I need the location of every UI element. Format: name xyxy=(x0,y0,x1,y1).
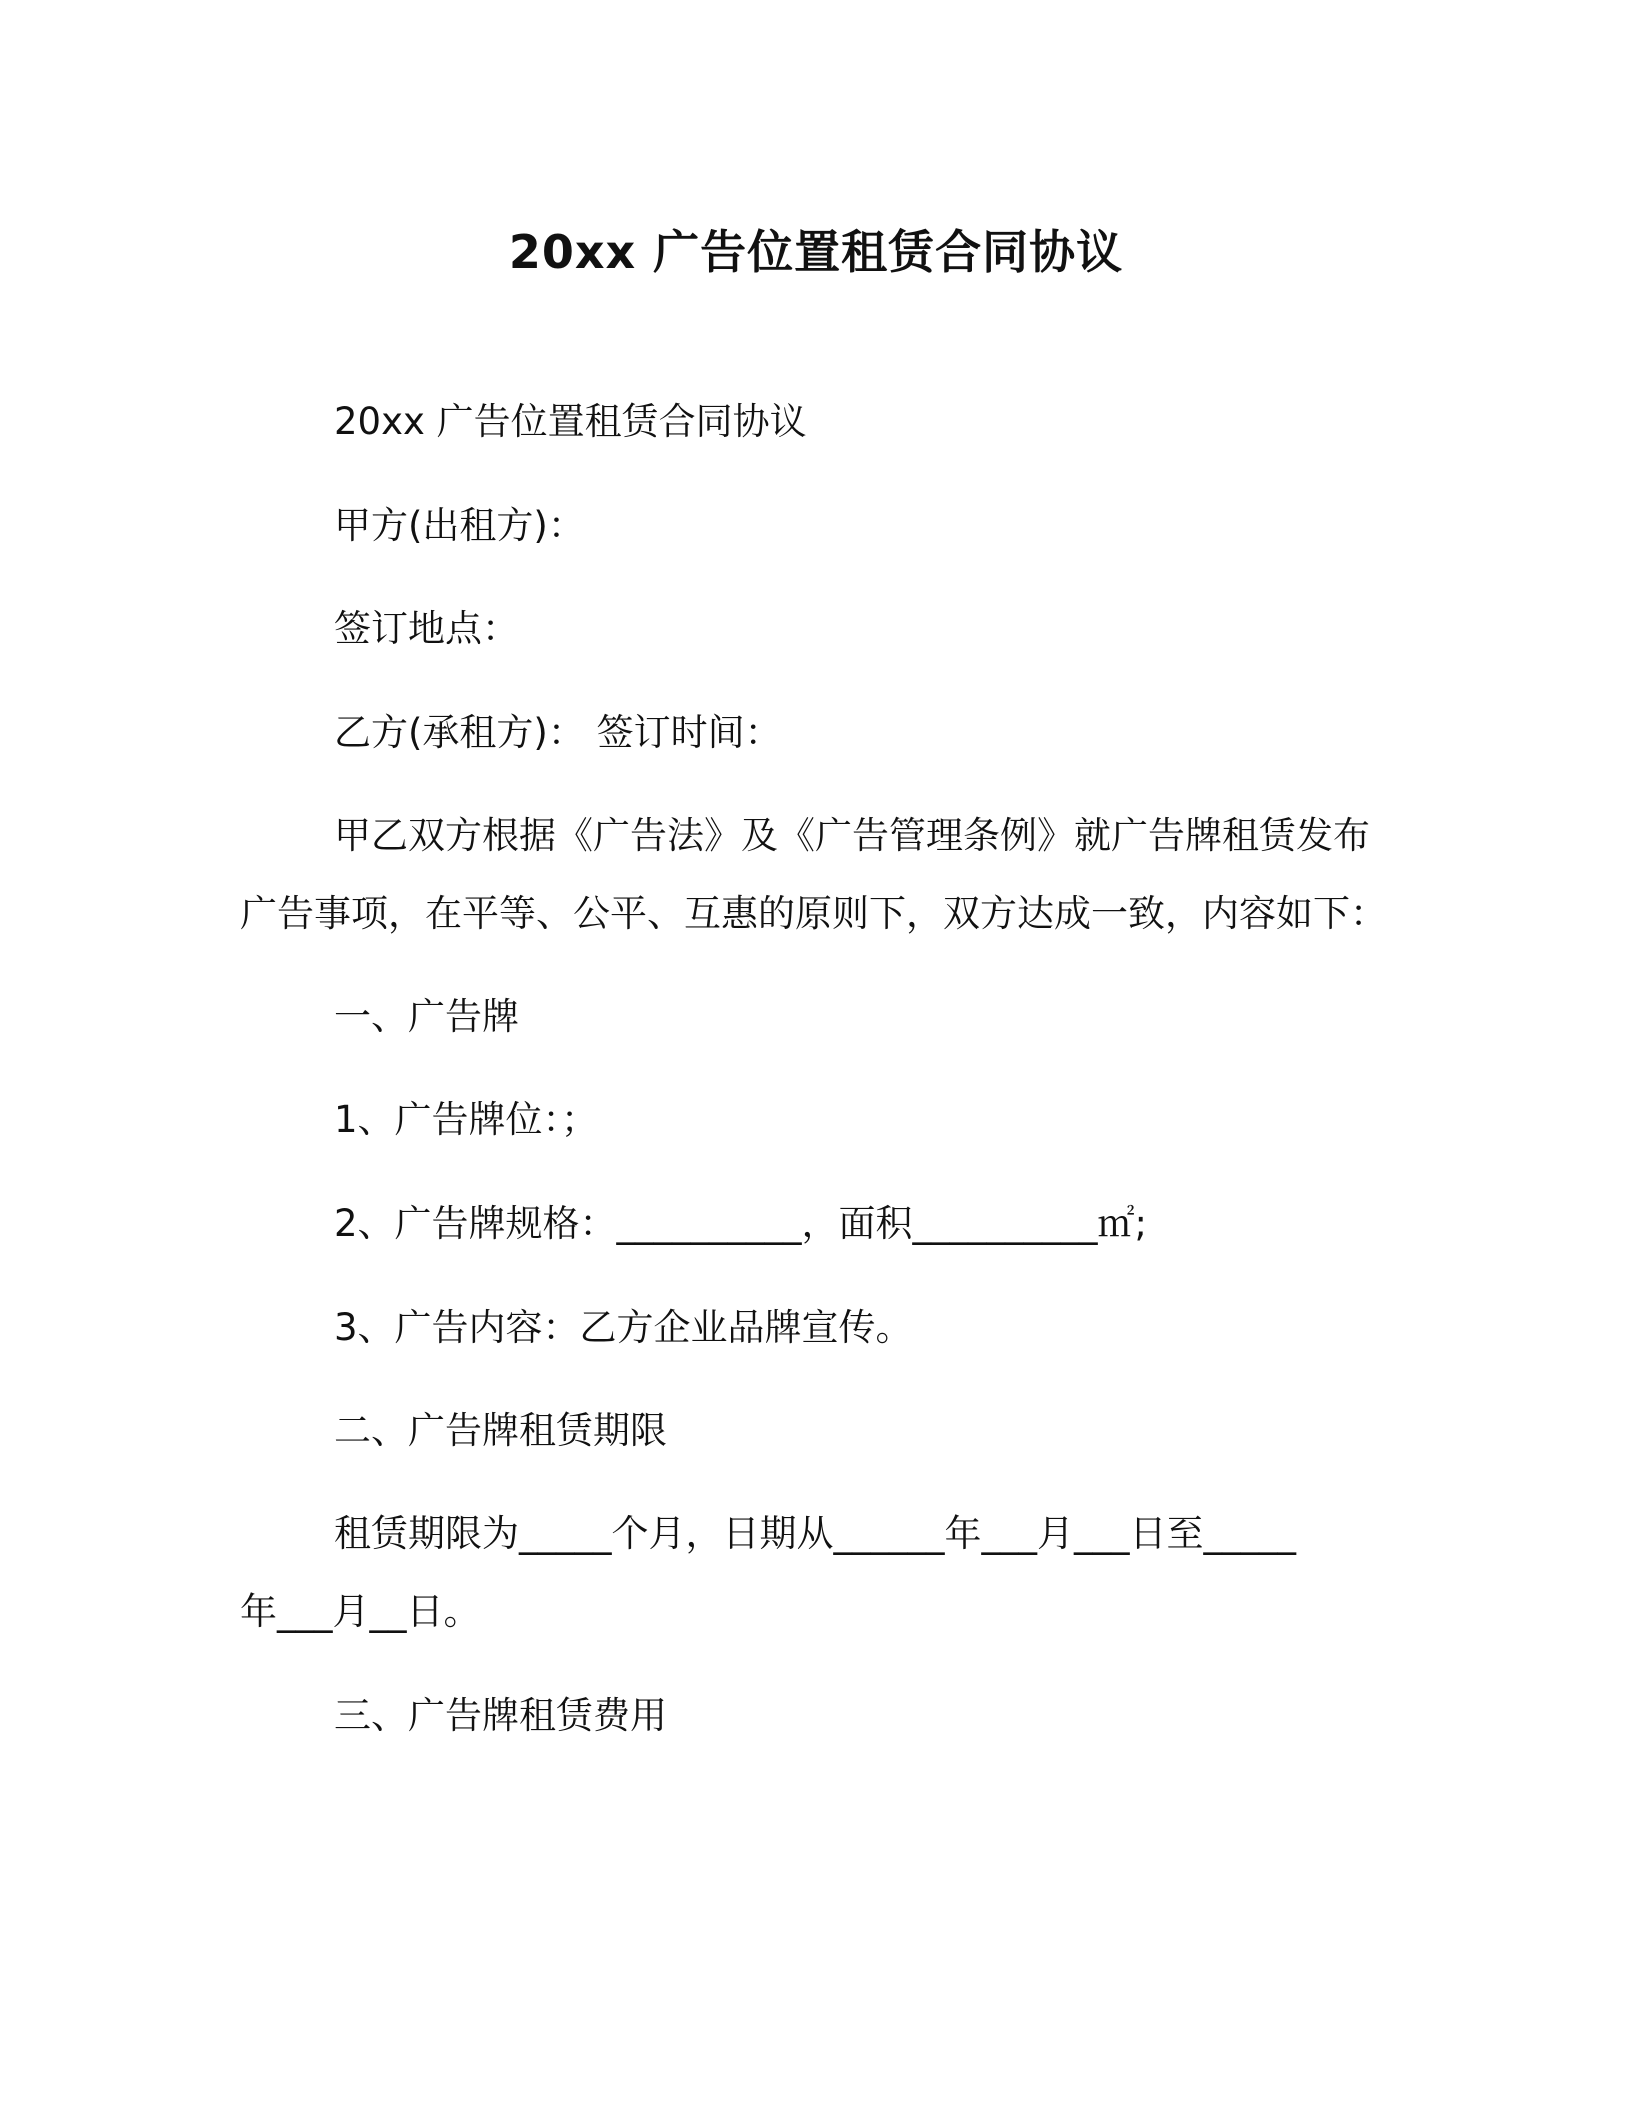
document-title: 20xx 广告位置租赁合同协议 xyxy=(508,225,1124,279)
clause-1-1: 1、广告牌位：； xyxy=(334,1098,599,1141)
clause-1-2: 2、广告牌规格：__________，面积__________㎡; xyxy=(334,1202,1148,1245)
section-heading-3: 三、广告牌租赁费用 xyxy=(334,1694,667,1737)
party-a-line: 甲方(出租方)： xyxy=(334,504,585,547)
intro-paragraph-line-1: 甲乙双方根据《广告法》及《广告管理条例》就广告牌租赁发布 xyxy=(334,814,1370,857)
lease-term-line-2: 年___月__日。 xyxy=(240,1590,481,1633)
signing-place-line: 签订地点： xyxy=(334,607,519,650)
section-heading-2: 二、广告牌租赁期限 xyxy=(334,1409,667,1452)
intro-paragraph-line-2: 广告事项，在平等、公平、互惠的原则下，双方达成一致，内容如下： xyxy=(240,892,1387,935)
lease-term-line-1: 租赁期限为_____个月，日期从______年___月___日至_____ xyxy=(334,1512,1296,1555)
party-b-line: 乙方(承租方)： 签订时间： xyxy=(334,711,782,754)
subtitle-line: 20xx 广告位置租赁合同协议 xyxy=(334,400,807,443)
clause-1-3: 3、广告内容：乙方企业品牌宣传。 xyxy=(334,1306,913,1349)
section-heading-1: 一、广告牌 xyxy=(334,995,519,1038)
